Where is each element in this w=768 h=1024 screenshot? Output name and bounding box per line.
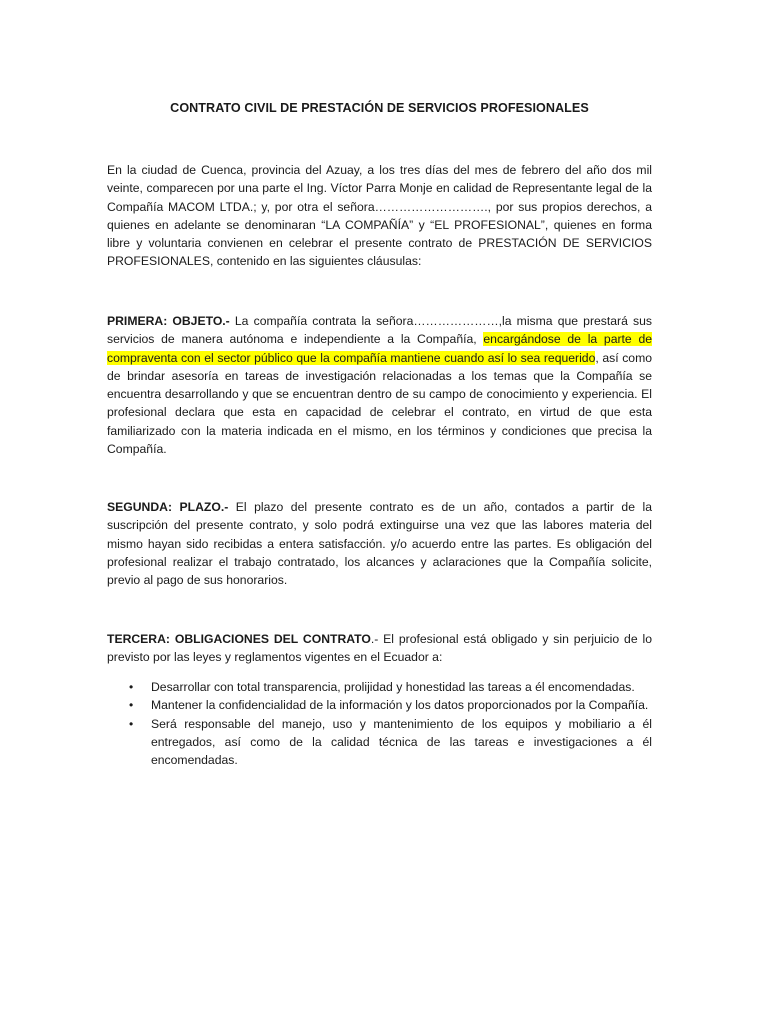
clause-primera-heading: PRIMERA: OBJETO.- <box>107 314 230 328</box>
highlighted-text: encargándose de la parte de compraventa con el sector público que la compañía mantiene cuando así lo sea requerido <box>107 332 652 365</box>
clause-primera <box>107 312 652 458</box>
list-item <box>107 678 652 696</box>
clause-tercera-heading: TERCERA: OBLIGACIONES DEL CONTRATO <box>107 632 371 646</box>
clause-segunda-text: El plazo del presente contrato es de un año, contados a partir de la suscripción del presente contrato, y solo podrá extinguirse una vez que las labores materia del mismo hayan sido recibidas a entera satisfacción. y/o acuerdo entre las partes. Es obligación del profesional realizar el trabajo contratado, los alcances y aclaraciones que la Compañía solicite, previo al pago de sus honorarios. <box>107 500 652 588</box>
clause-tercera <box>107 630 652 667</box>
clause-primera-text: La compañía contrata la señora…………………,la misma que prestará sus servicios de manera autónoma e independiente a la Compañía, <box>107 314 653 347</box>
obligations-list <box>107 678 652 769</box>
bullet-icon: • <box>129 716 134 731</box>
list-item-text: Será responsable del manejo, uso y mantenimiento de los equipos y mobiliario a él entregados, así como de la calidad técnica de las tareas e investigaciones a él encomendadas. <box>151 716 652 768</box>
bullet-icon: • <box>129 698 134 713</box>
list-item-text: Desarrollar con total transparencia, prolijidad y honestidad las tareas a él encomendadas. <box>151 680 635 694</box>
bullet-icon: • <box>129 680 134 694</box>
clause-primera-text-continued: , así como de brindar asesoría en tareas de investigación relacionadas a los temas que la Compañía se encuentra desarrollando y que se encuentran dentro de su campo de conocimiento y experiencia. El profesional declara que esta en capacidad de celebrar el contrato, en virtud de que esta familiarizado con la materia indicada en el mismo, en los términos y condiciones que precisa la Compañía. <box>107 350 652 457</box>
list-item <box>107 715 652 770</box>
document-title: CONTRATO CIVIL DE PRESTACIÓN DE SERVICIOS PROFESIONALES <box>170 101 589 115</box>
list-item-text: Mantener la confidencialidad de la información y los datos proporcionados por la Compañía. <box>151 698 649 713</box>
list-item <box>107 696 652 714</box>
intro-paragraph: En la ciudad de Cuenca, provincia del Azuay, a los tres días del mes de febrero del año dos mil veinte, comparecen por una parte el Ing. Víctor Parra Monje en calidad de Representante legal de la Compañía MACOM LTDA.; y, por otra el señora………………………., por sus propios derechos, a quienes en adelante se denominaran “LA COMPAÑÍA” y “EL PROFESIONAL”, quienes en forma libre y voluntaria convienen en celebrar el presente contrato de PRESTACIÓN DE SERVICIOS PROFESIONALES, contenido en las siguientes cláusulas: <box>107 163 652 269</box>
clause-segunda <box>107 498 652 589</box>
clause-segunda-heading: SEGUNDA: PLAZO.- <box>107 500 229 514</box>
clause-tercera-text: .- El profesional está obligado y sin perjuicio de lo previsto por las leyes y reglamentos vigentes en el Ecuador a: <box>107 632 652 665</box>
